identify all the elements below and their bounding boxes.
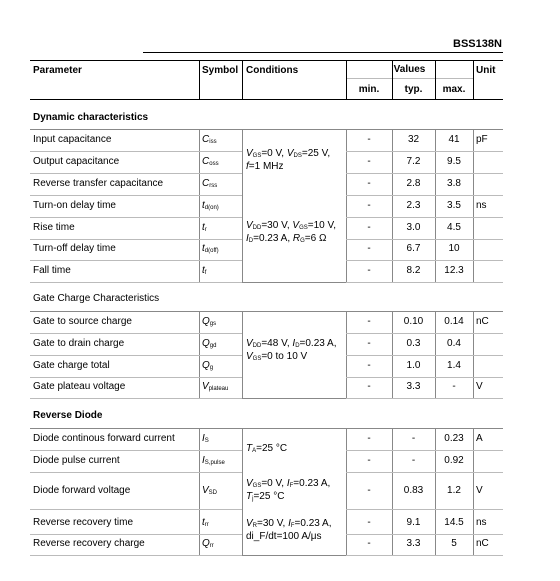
unit: V [476, 381, 483, 392]
condition-text: $V_{DD}=30$ V, $V_{GS}=10$ V, [246, 220, 337, 231]
column-divider [392, 60, 393, 99]
param-label: Gate charge total [33, 360, 110, 371]
header-conditions: Conditions [246, 65, 299, 76]
value-typ: 9.1 [406, 517, 421, 528]
rule [346, 472, 503, 473]
value-max: 3.5 [447, 200, 461, 211]
unit: nC [476, 316, 489, 327]
param-label: Gate plateau voltage [33, 381, 126, 392]
value-min: - [367, 316, 371, 327]
rule [30, 151, 242, 152]
value-typ: 6.7 [406, 243, 421, 254]
value-typ: 3.3 [406, 381, 421, 392]
rule [346, 282, 503, 283]
value-min: - [367, 381, 371, 392]
rule [346, 450, 503, 451]
rule [30, 534, 242, 535]
header-symbol: Symbol [202, 65, 239, 76]
param-label: Diode pulse current [33, 455, 120, 466]
value-typ: 0.10 [403, 316, 424, 327]
column-divider [199, 60, 200, 99]
param-label: Diode continous forward current [33, 433, 175, 444]
rule [30, 472, 242, 473]
param-label: Fall time [33, 265, 71, 276]
column-divider [242, 129, 243, 282]
rule [30, 129, 503, 130]
rule [30, 428, 503, 429]
column-divider [346, 60, 347, 99]
value-max: 9.5 [447, 156, 461, 167]
condition-text: $V_{GS}=0$ V, $I_F=0.23$ A, [246, 478, 331, 489]
symbol: $C_{rss}$ [202, 178, 218, 189]
unit: V [476, 484, 483, 496]
header-unit: Unit [476, 65, 496, 76]
value-max: 0.4 [447, 338, 461, 349]
symbol: $C_{iss}$ [202, 134, 217, 145]
section-heading: Dynamic characteristics [33, 112, 149, 123]
condition-text: $V_{GS}=0$ V, $V_{DS}=25$ V, [246, 148, 331, 159]
value-max: 10 [448, 243, 460, 254]
condition-text: $V_{GS}=0$ to 10 V [246, 351, 308, 362]
rule [346, 217, 503, 218]
value-typ: 32 [407, 134, 420, 145]
value-typ: 7.2 [406, 156, 421, 167]
condition-text: $V_{DD}=48$ V, $I_D=0.23$ A, [246, 338, 337, 349]
rule [30, 509, 242, 510]
rule [30, 555, 242, 556]
rule [30, 311, 503, 312]
header-min: min. [358, 84, 380, 95]
symbol: $t_f$ [202, 265, 207, 276]
value-min: - [367, 360, 371, 371]
value-typ: 1.0 [406, 360, 421, 371]
rule [346, 534, 503, 535]
value-max: 0.92 [444, 455, 464, 466]
value-min: - [367, 265, 371, 276]
rule [30, 239, 242, 240]
symbol: $V_{SD}$ [202, 484, 218, 496]
rule [30, 333, 242, 334]
column-divider [473, 60, 474, 99]
value-typ: - [411, 455, 416, 466]
column-divider [242, 60, 243, 99]
rule [346, 398, 503, 399]
param-label: Rise time [33, 222, 75, 233]
rule [346, 239, 503, 240]
param-label: Turn-on delay time [33, 200, 116, 211]
rule [30, 195, 242, 196]
rule [346, 78, 473, 79]
rule [346, 333, 503, 334]
rule [346, 555, 503, 556]
value-typ: 2.3 [406, 200, 421, 211]
unit: nC [476, 538, 489, 549]
value-min: - [367, 178, 371, 189]
section-heading: Gate Charge Characteristics [33, 293, 160, 304]
column-divider [435, 60, 436, 99]
rule [30, 450, 242, 451]
rule [30, 282, 242, 283]
value-typ: 0.3 [406, 338, 421, 349]
value-typ: 3.0 [406, 222, 421, 233]
symbol: $V_{plateau}$ [202, 381, 229, 392]
symbol: $t_r$ [202, 222, 207, 233]
value-min: - [367, 156, 371, 167]
value-typ: 2.8 [406, 178, 421, 189]
header-max: max. [442, 84, 466, 95]
param-label: Gate to source charge [33, 316, 132, 327]
rule [346, 377, 503, 378]
rule [346, 509, 503, 510]
param-label: Reverse transfer capacitance [33, 178, 164, 189]
value-min: - [367, 338, 371, 349]
rule [30, 398, 242, 399]
value-typ: 0.83 [403, 484, 424, 496]
column-divider [473, 428, 474, 555]
value-max: 5 [451, 538, 457, 549]
symbol: $I_S$ [202, 433, 209, 444]
symbol: $Q_{rr}$ [202, 538, 214, 549]
param-label: Diode forward voltage [33, 484, 131, 496]
value-typ: - [411, 433, 416, 444]
param-label: Input capacitance [33, 134, 112, 145]
symbol: $I_{S,pulse}$ [202, 455, 225, 466]
symbol: $C_{oss}$ [202, 156, 219, 167]
part-number: BSS138N [453, 38, 502, 50]
rule [30, 377, 242, 378]
rule [346, 173, 503, 174]
value-min: - [367, 484, 371, 496]
param-label: Turn-off delay time [33, 243, 116, 254]
condition-text: $I_D=0.23$ A, $R_G=6$ Ω [246, 233, 327, 244]
rule [346, 355, 503, 356]
rule [30, 260, 242, 261]
value-max: 41 [448, 134, 460, 145]
column-divider [199, 428, 200, 555]
param-label: Reverse recovery time [33, 517, 134, 528]
symbol: $Q_{gs}$ [202, 316, 217, 327]
rule [346, 260, 503, 261]
condition-text: f=1 MHz [246, 161, 284, 172]
header-parameter: Parameter [33, 65, 82, 76]
condition-text: $T_j=25$ °C [246, 491, 285, 502]
value-min: - [367, 134, 371, 145]
value-max: 0.23 [444, 433, 464, 444]
value-max: 4.5 [447, 222, 461, 233]
symbol: $t_{rr}$ [202, 517, 209, 528]
symbol: $Q_g$ [202, 360, 214, 371]
header-typ: typ. [404, 84, 423, 95]
symbol: $t_{d(on)}$ [202, 200, 219, 211]
value-max: - [452, 381, 456, 392]
section-heading: Reverse Diode [33, 410, 103, 421]
value-min: - [367, 222, 371, 233]
unit: ns [476, 200, 487, 211]
symbol: $Q_{gd}$ [202, 338, 217, 349]
param-label: Gate to drain charge [33, 338, 125, 349]
condition-text: $T_A=25$ °C [246, 443, 288, 454]
top-rule [143, 52, 503, 53]
rule [346, 195, 503, 196]
condition-text: di_F/dt=100 A/μs [246, 531, 322, 542]
value-typ: 8.2 [406, 265, 421, 276]
value-min: - [367, 517, 371, 528]
value-max: 1.2 [447, 484, 461, 496]
symbol: $t_{d(off)}$ [202, 243, 219, 254]
value-min: - [367, 455, 371, 466]
value-min: - [367, 243, 371, 254]
value-max: 0.14 [444, 316, 464, 327]
value-min: - [367, 200, 371, 211]
value-max: 1.4 [447, 360, 461, 371]
rule [30, 60, 503, 61]
header-values: Values [393, 64, 426, 75]
unit: pF [476, 134, 488, 145]
rule [30, 99, 503, 100]
column-divider [242, 311, 243, 398]
value-typ: 3.3 [406, 538, 421, 549]
condition-text: $V_R=30$ V, $I_F=0.23$ A, [246, 518, 332, 529]
rule [30, 217, 242, 218]
rule [30, 173, 242, 174]
rule [30, 355, 242, 356]
param-label: Output capacitance [33, 156, 120, 167]
param-label: Reverse recovery charge [33, 538, 145, 549]
value-max: 3.8 [447, 178, 461, 189]
value-min: - [367, 538, 371, 549]
value-max: 12.3 [444, 265, 464, 276]
unit: A [476, 433, 483, 444]
column-divider [242, 428, 243, 555]
unit: ns [476, 517, 487, 528]
value-max: 14.5 [444, 517, 464, 528]
value-min: - [367, 433, 371, 444]
rule [346, 151, 503, 152]
